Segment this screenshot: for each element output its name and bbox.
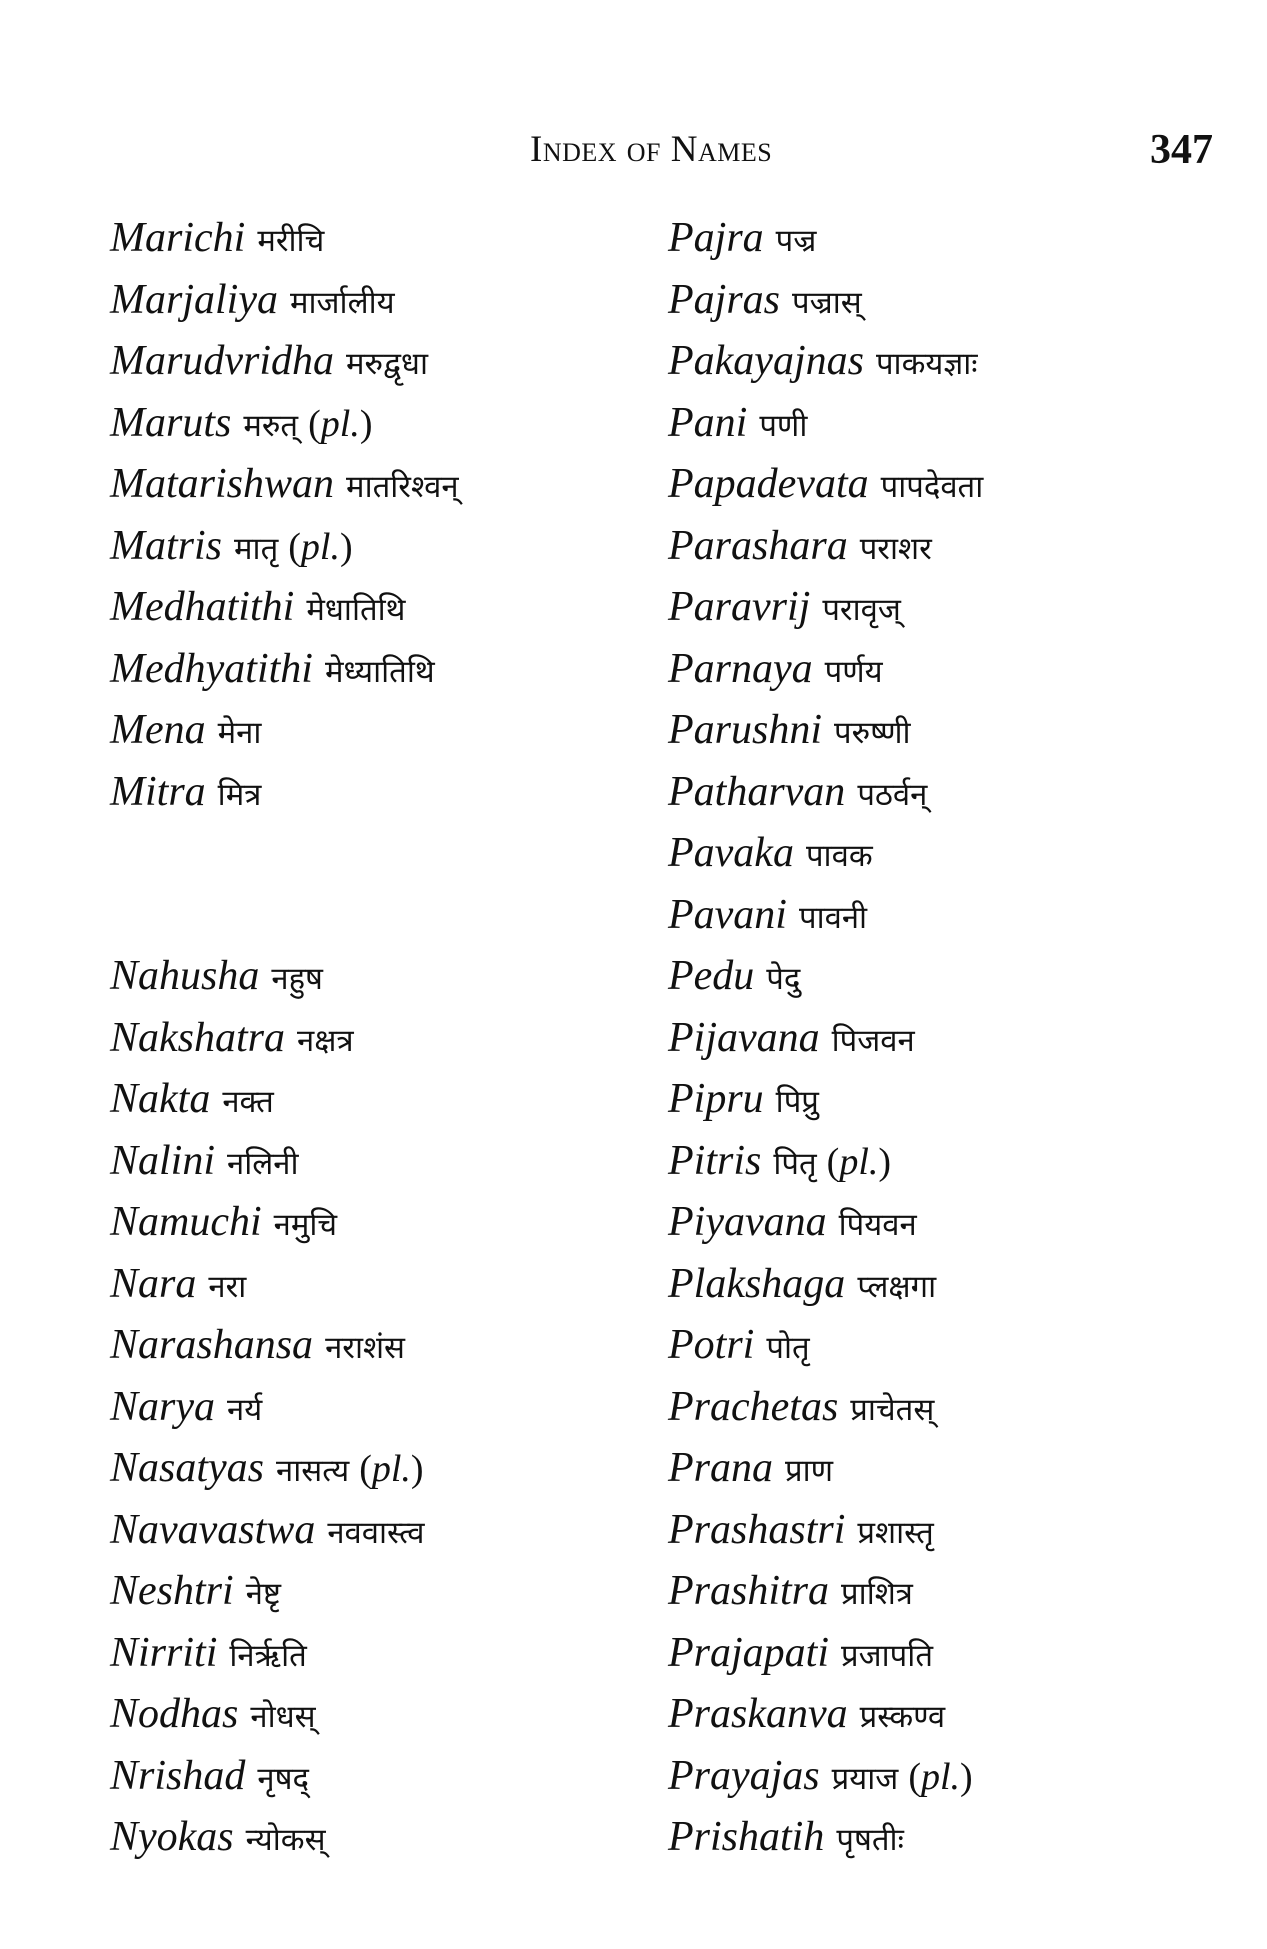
index-entry	[110, 1438, 610, 1500]
index-entry	[668, 1623, 1228, 1685]
entry-devanagari: नमुचि	[273, 1207, 338, 1243]
entry-devanagari: नासत्य	[276, 1453, 350, 1489]
entry-name: Piyavana	[668, 1199, 827, 1245]
index-entry	[110, 1561, 610, 1623]
index-entry	[110, 1192, 610, 1254]
index-entry	[110, 946, 610, 1008]
entry-devanagari: नलिनी	[227, 1145, 299, 1182]
entry-name: Namuchi	[110, 1199, 262, 1245]
entry-name: Pedu	[668, 953, 755, 999]
entry-name: Nasatyas	[110, 1445, 265, 1491]
index-entry	[110, 393, 610, 455]
index-entry	[668, 700, 1228, 762]
running-title: Index of Names	[530, 129, 773, 170]
entry-devanagari: पर्णय	[824, 653, 883, 690]
index-entry	[110, 700, 610, 762]
group-separator	[110, 823, 610, 946]
entry-devanagari: मरुत्	[243, 407, 299, 444]
entry-devanagari: मेध्यातिथि	[324, 653, 435, 690]
index-entry	[668, 1069, 1228, 1131]
entry-name: Paravrij	[668, 584, 811, 630]
entry-name: Prashastri	[668, 1506, 846, 1553]
entry-name: Parnaya	[668, 645, 813, 692]
index-entry	[668, 1131, 1228, 1193]
index-entry	[110, 1131, 610, 1193]
entry-devanagari: मातरिश्वन्	[346, 469, 459, 505]
index-entry	[668, 331, 1228, 393]
index-entry	[668, 577, 1228, 639]
index-entry	[668, 393, 1228, 455]
entry-devanagari: पराशर	[859, 530, 932, 567]
index-entry	[668, 1561, 1228, 1623]
entry-name: Praskanva	[668, 1691, 848, 1737]
index-entry	[668, 208, 1228, 270]
entry-devanagari: प्रशास्तृ	[857, 1514, 934, 1551]
entry-devanagari: पोतृ	[766, 1330, 810, 1366]
entry-devanagari: नोधस्	[250, 1699, 316, 1735]
entry-name: Navavastwa	[110, 1506, 316, 1553]
entry-devanagari: प्रस्कण्व	[859, 1699, 946, 1735]
index-entry	[110, 1500, 610, 1562]
index-entry	[668, 1684, 1228, 1746]
index-entry	[668, 1254, 1228, 1316]
entry-name: Parushni	[668, 707, 823, 753]
page-number: 347	[1150, 127, 1213, 173]
entry-devanagari: प्रजापति	[841, 1637, 933, 1674]
entry-devanagari: प्रयाज	[831, 1760, 899, 1797]
entry-name: Potri	[668, 1322, 755, 1368]
entry-name: Nirriti	[110, 1629, 218, 1676]
index-entry	[668, 823, 1228, 885]
entry-name: Narya	[110, 1383, 215, 1430]
index-entry	[668, 1500, 1228, 1562]
index-entry	[668, 1192, 1228, 1254]
entry-devanagari: प्राण	[785, 1453, 834, 1489]
entry-name: Nara	[110, 1260, 197, 1307]
index-entry	[110, 1315, 610, 1377]
entry-name: Nakshatra	[110, 1014, 286, 1061]
entry-name: Nrishad	[110, 1752, 246, 1799]
entry-name: Patharvan	[668, 768, 846, 815]
index-entry	[668, 1008, 1228, 1070]
entry-name: Pajra	[668, 215, 764, 261]
entry-devanagari: नववास्त्व	[327, 1514, 425, 1551]
index-entry	[668, 1438, 1228, 1500]
entry-name: Maruts	[110, 399, 232, 446]
entry-name: Marjaliya	[110, 276, 278, 323]
entry-name: Matris	[110, 522, 223, 569]
entry-name: Nodhas	[110, 1691, 239, 1737]
index-entry	[110, 762, 610, 824]
entry-name: Pavaka	[668, 830, 794, 876]
entry-name: Prana	[668, 1445, 773, 1491]
entry-plural-note: (pl.)	[359, 1448, 424, 1490]
entry-devanagari: मरीचि	[257, 223, 325, 259]
entry-name: Marichi	[110, 215, 246, 261]
entry-devanagari: मरुद्वृधा	[346, 346, 428, 382]
entry-devanagari: पज्र	[775, 223, 817, 259]
index-entry	[668, 516, 1228, 578]
index-entry	[110, 1807, 610, 1869]
entry-plural-note: (pl.)	[908, 1755, 973, 1798]
index-entry	[110, 1008, 610, 1070]
entry-name: Matarishwan	[110, 461, 335, 507]
entry-devanagari: नक्षत्र	[297, 1022, 354, 1059]
entry-devanagari: नहुष	[271, 961, 323, 997]
entry-name: Marudvridha	[110, 338, 334, 384]
page-header	[0, 128, 1267, 178]
entry-devanagari: पियवन	[838, 1207, 917, 1243]
index-entry	[110, 454, 610, 516]
entry-name: Nalini	[110, 1137, 216, 1184]
entry-devanagari: पापदेवता	[880, 469, 984, 505]
entry-devanagari: मातृ	[234, 530, 279, 567]
entry-name: Prajapati	[668, 1629, 830, 1676]
entry-devanagari: परुष्णी	[834, 715, 911, 751]
index-entry	[110, 1254, 610, 1316]
entry-name: Nahusha	[110, 953, 260, 999]
index-entry	[110, 270, 610, 332]
entry-devanagari: पिप्रु	[775, 1084, 819, 1120]
index-entry	[110, 577, 610, 639]
index-column-left	[110, 208, 610, 1869]
entry-devanagari: नर्य	[227, 1391, 263, 1428]
entry-devanagari: प्राचेतस्	[850, 1391, 935, 1428]
entry-devanagari: प्लक्षगा	[857, 1268, 937, 1305]
entry-name: Mena	[110, 707, 206, 753]
entry-devanagari: निर्ऋति	[229, 1637, 307, 1674]
entry-name: Prayajas	[668, 1752, 820, 1799]
entry-name: Pajras	[668, 276, 781, 323]
entry-devanagari: नृषद्	[257, 1760, 309, 1797]
entry-devanagari: पिजवन	[831, 1022, 915, 1059]
index-entry	[668, 1746, 1228, 1808]
entry-devanagari: न्योकस्	[245, 1822, 326, 1858]
entry-name: Narashansa	[110, 1322, 314, 1368]
entry-devanagari: परावृज्	[822, 592, 901, 628]
entry-devanagari: पणी	[759, 407, 808, 444]
index-entry	[668, 1315, 1228, 1377]
entry-name: Mitra	[110, 768, 206, 815]
index-entry	[110, 208, 610, 270]
index-entry	[110, 1377, 610, 1439]
entry-name: Medhyatithi	[110, 645, 313, 692]
index-entry	[110, 1684, 610, 1746]
entry-name: Pipru	[668, 1076, 764, 1122]
entry-name: Nyokas	[110, 1814, 234, 1860]
index-entry	[110, 1746, 610, 1808]
index-entry	[110, 1069, 610, 1131]
entry-name: Prachetas	[668, 1383, 839, 1430]
entry-name: Prashitra	[668, 1568, 830, 1614]
entry-plural-note: (pl.)	[826, 1140, 892, 1183]
entry-devanagari: नक्त	[222, 1084, 274, 1120]
entry-devanagari: नराशंस	[325, 1330, 406, 1366]
entry-name: Pitris	[668, 1137, 762, 1184]
entry-name: Pijavana	[668, 1014, 820, 1061]
entry-plural-note: (pl.)	[288, 525, 353, 568]
entry-name: Neshtri	[110, 1568, 234, 1614]
entry-devanagari: पृषतीः	[836, 1822, 904, 1858]
index-entry	[668, 1807, 1228, 1869]
index-entry	[668, 639, 1228, 701]
entry-devanagari: पठर्वन्	[857, 776, 928, 813]
entry-devanagari: पेदु	[766, 961, 801, 997]
entry-devanagari: मेधातिथि	[306, 592, 406, 628]
entry-name: Pakayajnas	[668, 338, 864, 384]
entry-devanagari: नेष्टृ	[245, 1576, 281, 1612]
entry-name: Medhatithi	[110, 584, 295, 630]
entry-name: Nakta	[110, 1076, 211, 1122]
entry-devanagari: नरा	[208, 1268, 247, 1305]
index-entry	[668, 270, 1228, 332]
entry-devanagari: प्राशित्र	[841, 1576, 913, 1612]
entry-name: Parashara	[668, 522, 848, 569]
entry-devanagari: पितृ	[773, 1145, 817, 1182]
index-entry	[110, 1623, 610, 1685]
entry-devanagari: पज्रास्	[792, 284, 862, 321]
index-entry	[668, 946, 1228, 1008]
index-entry	[668, 454, 1228, 516]
index-entry	[668, 885, 1228, 947]
entry-devanagari: मित्र	[217, 776, 262, 813]
entry-devanagari: पाकयज्ञाः	[875, 346, 978, 382]
entry-devanagari: पावनी	[798, 899, 868, 936]
entry-name: Pavani	[668, 891, 787, 938]
entry-name: Prishatih	[668, 1814, 825, 1860]
entry-name: Plakshaga	[668, 1260, 846, 1307]
index-entry	[110, 331, 610, 393]
index-column-right	[668, 208, 1228, 1869]
entry-devanagari: पावक	[805, 838, 873, 874]
index-entry	[110, 639, 610, 701]
entry-name: Papadevata	[668, 461, 869, 507]
entry-devanagari: मार्जालीय	[289, 284, 395, 321]
index-entry	[110, 516, 610, 578]
entry-plural-note: (pl.)	[308, 402, 373, 445]
index-entry	[668, 1377, 1228, 1439]
entry-name: Pani	[668, 399, 748, 446]
index-entry	[668, 762, 1228, 824]
entry-devanagari: मेना	[217, 715, 262, 751]
